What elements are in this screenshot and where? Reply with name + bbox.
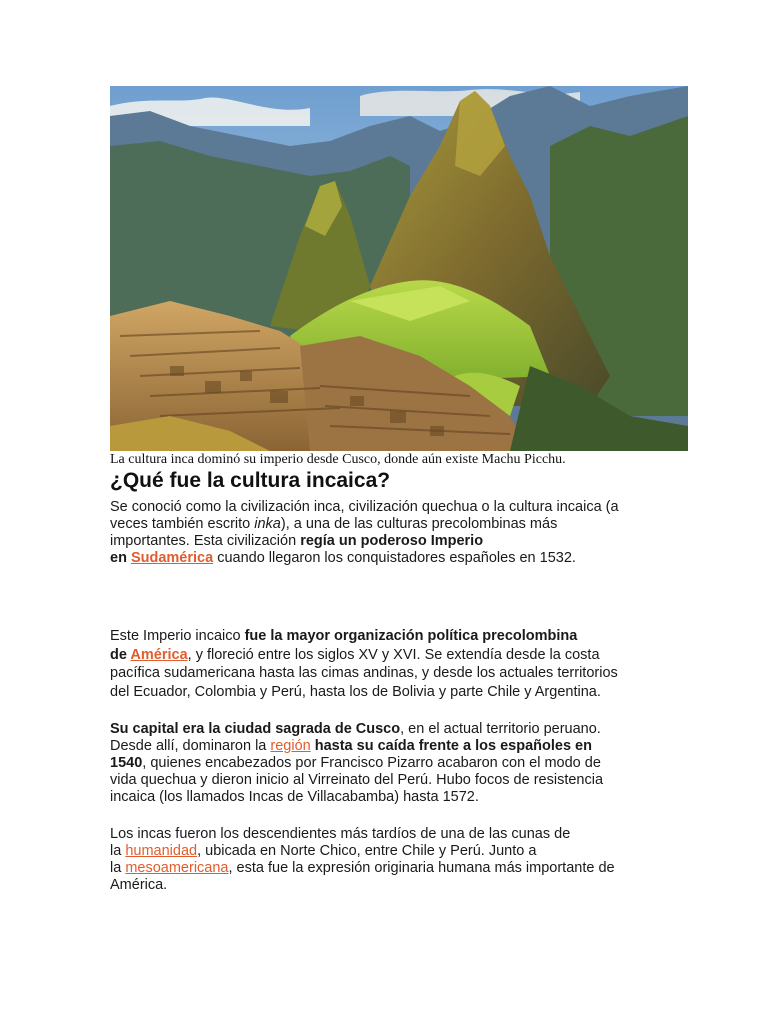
text-run: la	[110, 843, 126, 859]
text-run: cuando llegaron los conquistadores españoles en 1532.	[213, 550, 576, 566]
paragraph-intro	[110, 499, 670, 567]
bold-phrase: en	[110, 550, 131, 566]
paragraph-line: vida quechua y dieron inicio al Virreinato del Perú. Hubo focos de resistencia	[110, 772, 604, 788]
text-run: la	[110, 860, 126, 876]
bold-phrase: Su capital era la ciudad sagrada de Cusco	[110, 721, 401, 737]
machu-picchu-illustration	[110, 86, 688, 451]
bold-phrase: fue la mayor organización política precolombina	[244, 628, 578, 644]
paragraph-line	[110, 627, 670, 646]
paragraph-line: Los incas fueron los descendientes más tardíos de una de las cunas de	[110, 826, 571, 842]
paragraph-line	[110, 843, 670, 860]
paragraph-line: incaica (los llamados Incas de Villacabamba) hasta 1572.	[110, 789, 479, 805]
paragraph-origins	[110, 826, 670, 894]
text-run: Este Imperio incaico	[110, 628, 245, 644]
text-run: , esta fue la expresión originaria humana más importante de	[228, 860, 615, 876]
bold-phrase: regía un poderoso Imperio	[300, 533, 484, 549]
bold-phrase: de	[110, 646, 131, 663]
page-title: ¿Qué fue la cultura incaica?	[110, 469, 391, 492]
italic-term: inka	[254, 516, 281, 532]
bold-phrase: 1540	[110, 755, 143, 771]
text-run: , y floreció entre los siglos XV y XVI. Se extendía desde la costa	[187, 646, 600, 663]
paragraph-line	[110, 755, 670, 772]
link-humanidad[interactable]: humanidad	[125, 843, 198, 859]
paragraph-line: Se conoció como la civilización inca, civilización quechua o la cultura incaica (a	[110, 499, 619, 515]
photo-caption: La cultura inca dominó su imperio desde Cusco, donde aún existe Machu Picchu.	[110, 452, 566, 467]
paragraph-line: América.	[110, 877, 168, 893]
paragraph-line	[110, 860, 670, 877]
text-run: , en el actual territorio peruano.	[400, 721, 601, 737]
link-region[interactable]: región	[270, 738, 311, 754]
paragraph-line	[110, 516, 670, 533]
paragraph-line	[110, 646, 670, 665]
text-run: Desde allí, dominaron la	[110, 738, 271, 754]
paragraph-line	[110, 533, 670, 550]
paragraph-line: del Ecuador, Colombia y Perú, hasta los de Bolivia y parte Chile y Argentina.	[110, 683, 601, 700]
link-sudamerica[interactable]: Sudamérica	[130, 550, 214, 566]
link-mesoamericana[interactable]: mesoamericana	[125, 860, 229, 876]
paragraph-line	[110, 738, 670, 755]
text-run: veces también escrito	[110, 516, 255, 532]
text-run: importantes. Esta civilización	[110, 533, 301, 549]
paragraph-line: pacífica sudamericana hasta las cimas andinas, y desde los actuales territorios	[110, 665, 618, 681]
paragraph-capital	[110, 721, 670, 806]
text-run: , ubicada en Norte Chico, entre Chile y Perú. Junto a	[197, 843, 537, 859]
machu-picchu-photo	[110, 86, 688, 451]
text-run: ), a una de las culturas precolombinas más	[280, 516, 558, 532]
paragraph-empire	[110, 627, 670, 701]
paragraph-line	[110, 550, 670, 567]
text-run: , quienes encabezados por Francisco Pizarro acabaron con el modo de	[142, 755, 601, 771]
paragraph-line	[110, 721, 670, 738]
bold-phrase: hasta su caída frente a los españoles en	[310, 738, 592, 754]
link-america[interactable]: América	[130, 646, 188, 663]
